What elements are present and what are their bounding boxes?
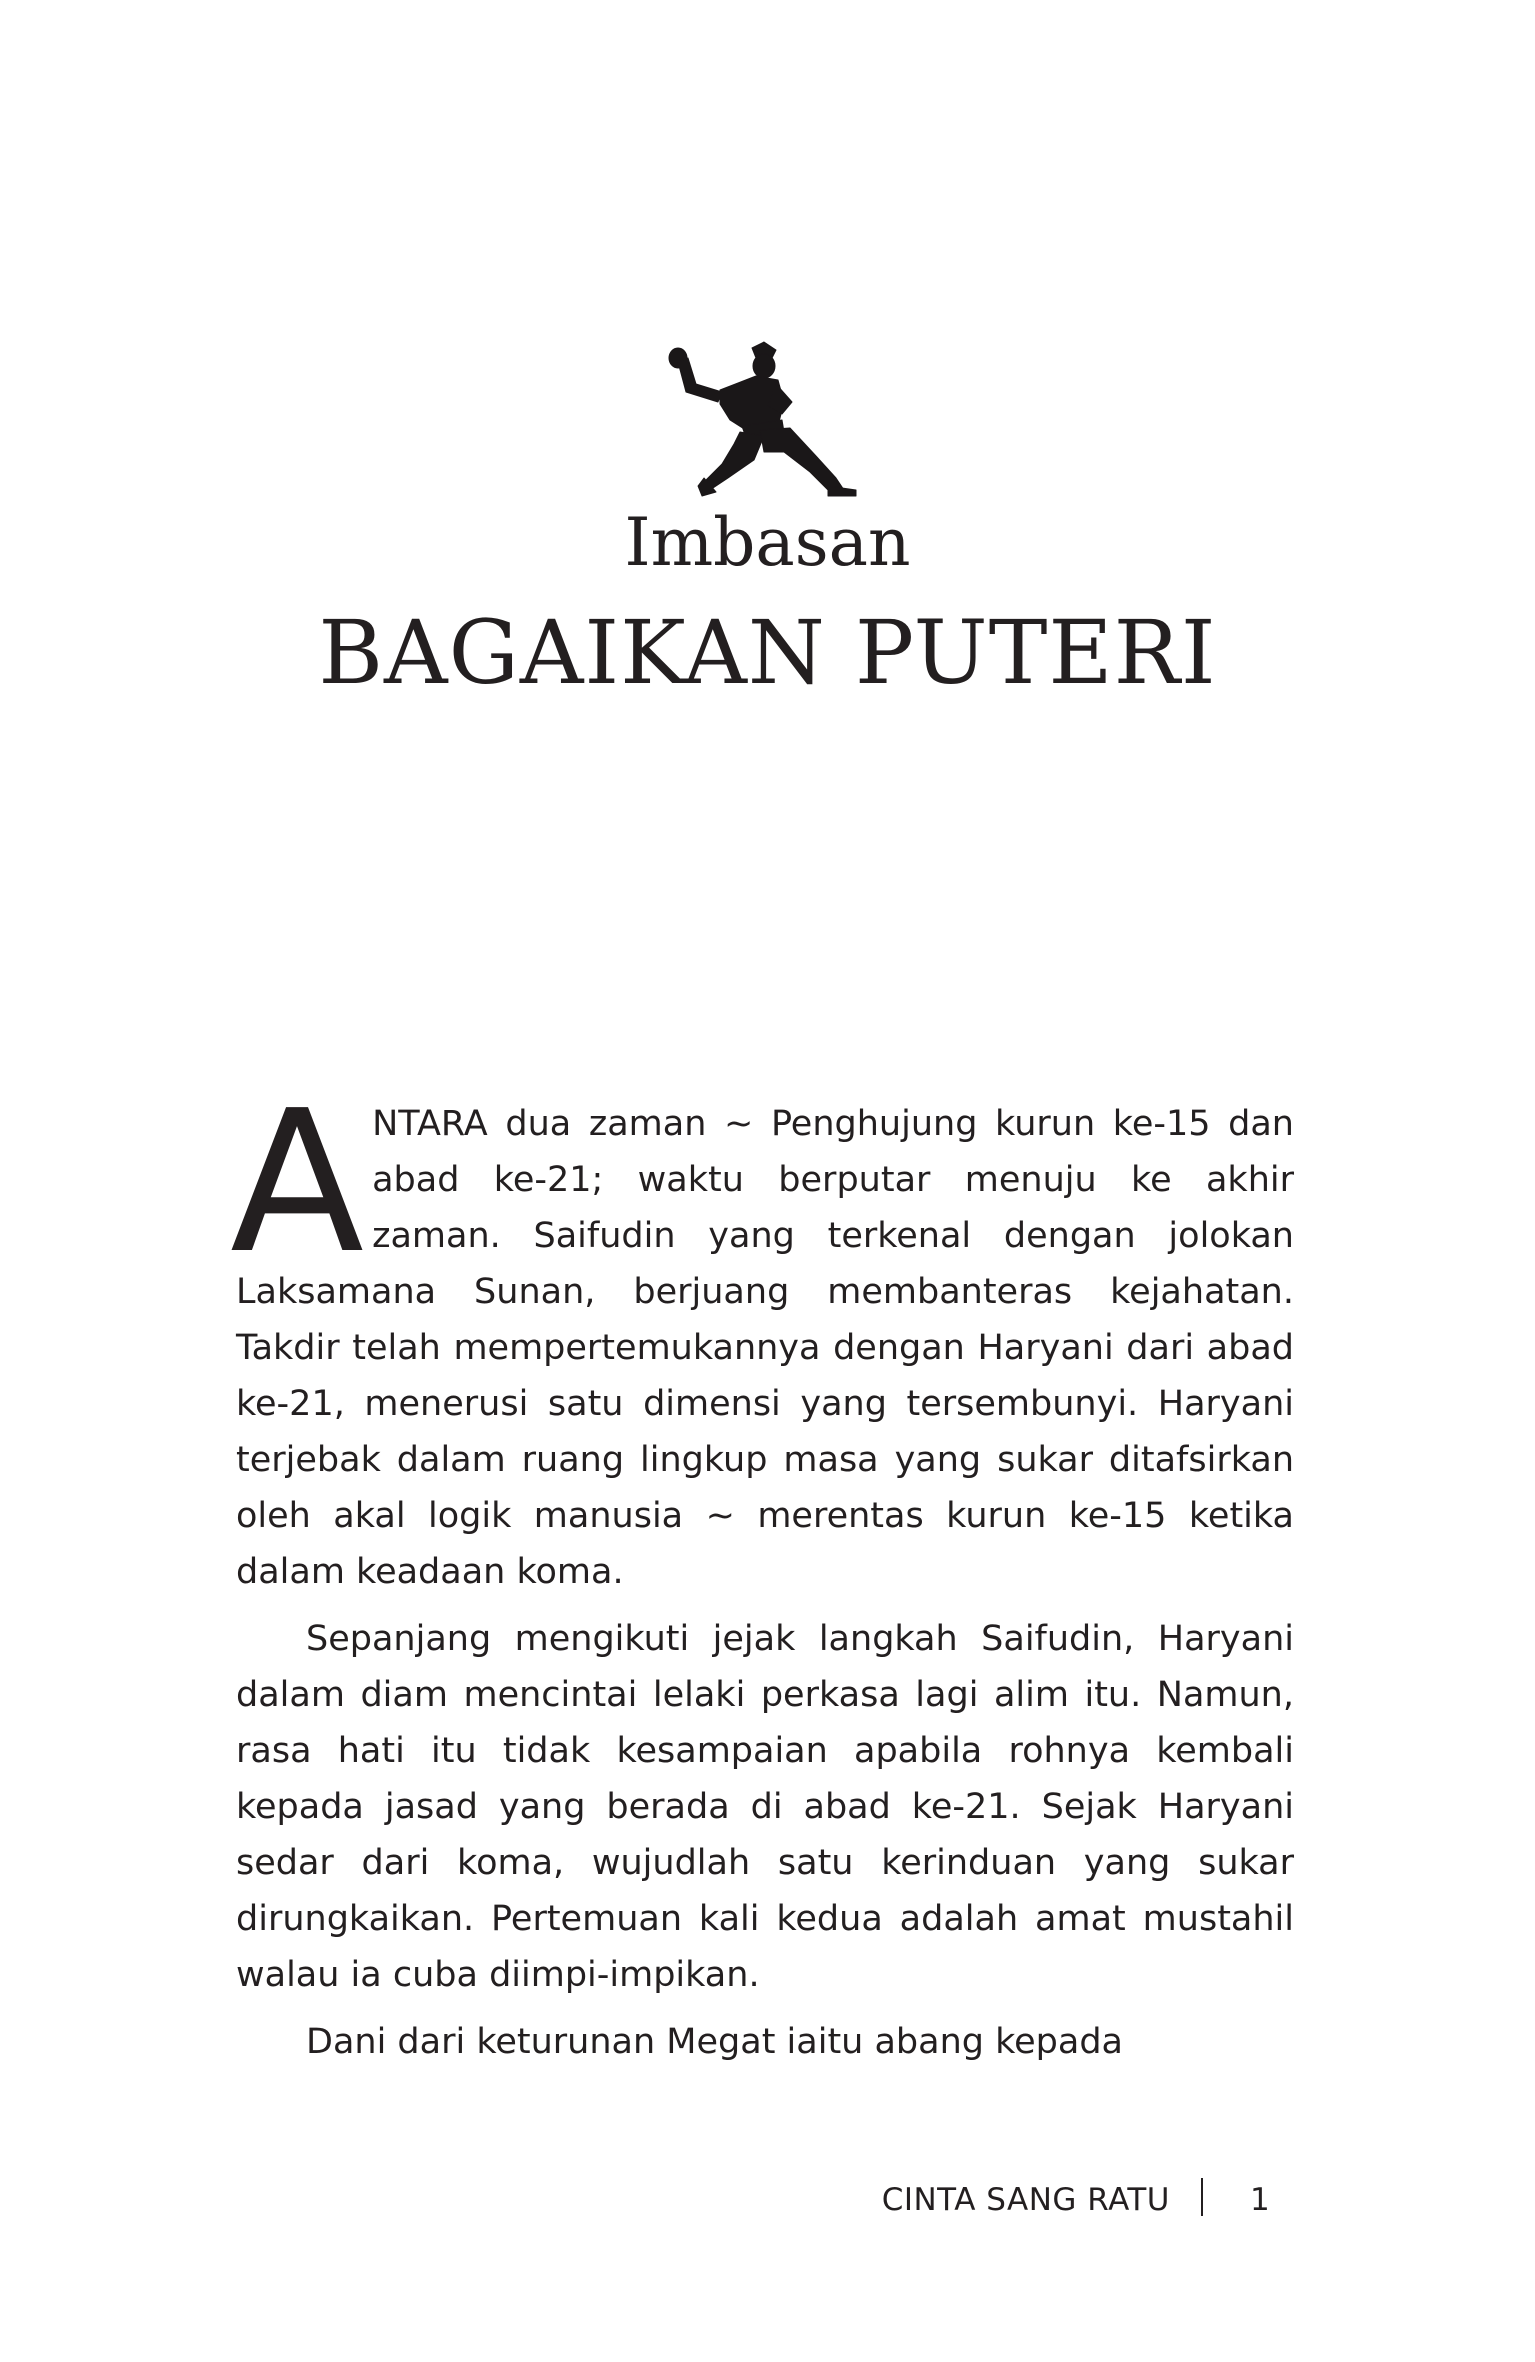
paragraph-3: Dani dari keturunan Megat iaitu abang kepada xyxy=(306,2022,1123,2062)
paragraph-1 xyxy=(230,1069,1294,1600)
drop-cap: A xyxy=(230,1069,365,1297)
running-title: CINTA SANG RATU xyxy=(881,2182,1170,2218)
page-number: 1 xyxy=(1250,2182,1270,2218)
silat-warrior-icon xyxy=(660,340,860,500)
paragraph-2: Sepanjang mengikuti jejak langkah Saifudin, Haryani dalam diam mencintai lelaki perkasa lagi alim itu. Namun, rasa hati itu tidak kesampaian apabila rohnya kembali kepada jasad yang berada di abad ke-21. Sejak Haryani sedar dari koma, wujudlah satu kerinduan yang sukar dirungkaikan. Pertemuan kali kedua adalah amat mustahil walau ia cuba diimpi-impikan. xyxy=(236,1619,1294,1995)
chapter-label: Imbasan xyxy=(624,504,911,581)
page-footer xyxy=(0,2174,1535,2224)
synopsis-text xyxy=(230,1069,1294,2081)
footer-divider xyxy=(1201,2178,1203,2216)
paragraph-1-text: NTARA dua zaman ~ Penghujung kurun ke-15 dan abad ke-21; waktu berputar menuju ke akhir zaman. Saifudin yang terkenal dengan jolokan Laksamana Sunan, berjuang membanteras kejahatan. Takdir telah mempertemukannya dengan Haryani dari abad ke-21, menerusi satu dimensi yang tersembunyi. Haryani terjebak dalam ruang lingkup masa yang sukar ditafsirkan oleh akal logik manusia ~ merentas kurun ke-15 ketika dalam keadaan koma. xyxy=(236,1104,1294,1592)
chapter-title: BAGAIKAN PUTERI xyxy=(318,601,1217,704)
